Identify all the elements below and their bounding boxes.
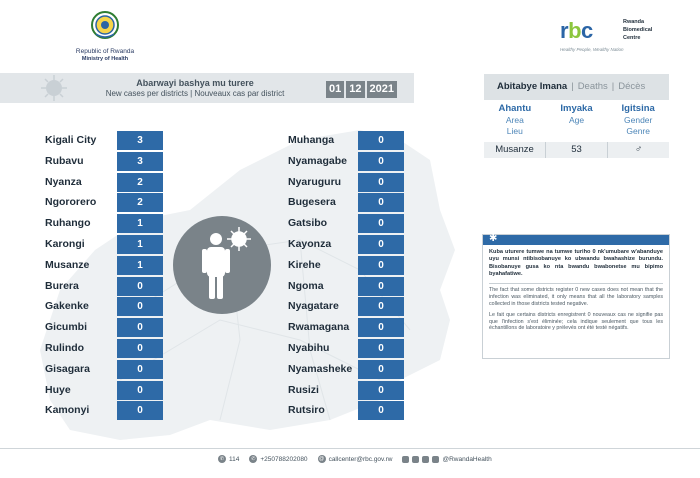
hotline: ✆ 114	[219, 455, 240, 463]
district-name: Rutsiro	[288, 404, 325, 417]
district-value: 1	[117, 256, 163, 275]
district-value: 0	[358, 277, 404, 296]
district-name: Ngororero	[45, 196, 97, 209]
whatsapp-icon: ✆	[251, 456, 256, 462]
note-english: The fact that some districts register 0 new cases does not mean that the infection was eliminated, it only means that all the laboratory samples collected in those districts tested negative.	[489, 287, 663, 307]
district-name: Rulindo	[45, 341, 85, 354]
district-name: Ngoma	[288, 279, 324, 292]
twitter-icon	[402, 456, 409, 463]
district-value: 1	[117, 214, 163, 233]
district-name: Rwamagana	[288, 321, 350, 334]
coat-of-arms-icon	[90, 10, 120, 40]
district-name: Musanze	[45, 258, 90, 271]
note-french: Le fait que certains districts enregistrent 0 nouveaux cas ne signifie pas que l'infection s'est éliminée; cela indique seulement que tous les échantillons de laboratoire y prélevés ont été testé négatifs.	[489, 311, 663, 332]
banner-subtitle: New cases per districts | Nouveaux cas par district	[105, 89, 285, 98]
deaths-columns	[484, 103, 669, 138]
email-icon: @	[319, 456, 325, 462]
facebook-icon	[412, 456, 419, 463]
district-value: 0	[358, 381, 404, 400]
deaths-row	[484, 142, 669, 158]
district-name: Nyaruguru	[288, 175, 342, 188]
note-divider	[489, 283, 663, 284]
youtube-icon	[432, 456, 439, 463]
phone-number[interactable]: ✆ +250788202080	[251, 455, 308, 463]
district-value: 0	[117, 297, 163, 316]
col-area: Ahantu Area Lieu	[498, 103, 532, 136]
asterisk-icon: ✱	[489, 233, 498, 244]
district-value: 0	[358, 235, 404, 254]
phone-icon: ✆	[219, 456, 225, 462]
district-name: Burera	[45, 279, 79, 292]
district-value: 0	[358, 131, 404, 150]
col-age: Imyaka Age	[560, 103, 593, 125]
district-value: 3	[117, 152, 163, 171]
note-kinyarwanda: Kuba uturere tumwe na tumwe turiho 0 nk'umubare w'abanduye uyu munsi ntibisobanuye ko ubwandu bwahashize burundu. Bisobanuye gusa ko nta bwandu bwabonetse mu bipimo byahafatiwe.	[489, 249, 663, 277]
district-name: Kirehe	[288, 258, 321, 271]
district-value: 1	[117, 235, 163, 254]
district-name: Huye	[45, 383, 71, 396]
deaths-header: Abitabye Imana | Deaths | Décès	[484, 74, 669, 100]
district-value: 0	[358, 256, 404, 275]
district-name: Gakenke	[45, 300, 89, 313]
district-value: 2	[117, 193, 163, 212]
male-symbol-icon: ♂	[634, 143, 643, 155]
district-name: Muhanga	[288, 134, 335, 146]
district-value: 0	[358, 173, 404, 192]
death-age: 53	[546, 142, 608, 158]
district-name: Bugesera	[288, 196, 336, 209]
district-value: 0	[358, 339, 404, 358]
district-value: 0	[358, 401, 404, 420]
rbc-tagline: Healthy People, Wealthy Nation	[560, 47, 624, 52]
district-name: Rusizi	[288, 383, 319, 396]
district-value: 0	[358, 152, 404, 171]
district-name: Nyamagabe	[288, 154, 347, 167]
district-value: 0	[358, 214, 404, 233]
gov-name: Republic of Rwanda	[75, 48, 135, 55]
date-day: 01	[326, 81, 344, 98]
note-header-bar	[483, 235, 669, 245]
district-value: 0	[117, 401, 163, 420]
rbc-wordmark: rbc	[560, 18, 593, 43]
district-name: Gisagara	[45, 362, 90, 375]
person-virus-graphic	[172, 215, 272, 315]
report-date	[326, 81, 397, 98]
rbc-logo	[560, 18, 680, 58]
district-value: 0	[358, 297, 404, 316]
footer	[218, 453, 492, 465]
banner-title: Abarwayi bashya mu turere	[136, 78, 254, 88]
district-value: 0	[117, 318, 163, 337]
district-name: Nyamasheke	[288, 362, 353, 375]
death-area: Musanze	[484, 142, 546, 158]
district-value: 0	[117, 339, 163, 358]
district-value: 0	[358, 360, 404, 379]
district-name: Nyagatare	[288, 300, 339, 313]
footer-divider	[0, 448, 700, 449]
district-value: 0	[358, 193, 404, 212]
district-name: Nyabihu	[288, 341, 330, 354]
ministry-name: Ministry of Health	[81, 55, 129, 62]
district-name: Karongi	[45, 237, 85, 250]
date-month: 12	[346, 81, 364, 98]
district-value: 0	[358, 318, 404, 337]
virus-icon	[40, 74, 68, 102]
district-name: Kamonyi	[45, 404, 90, 417]
district-name: Kayonza	[288, 237, 332, 250]
district-value: 0	[117, 381, 163, 400]
district-name: Rubavu	[45, 154, 84, 167]
district-value: 0	[117, 360, 163, 379]
col-gender: Igitsina Gender Genre	[621, 103, 655, 136]
rbc-full-name: Rwanda Biomedical Centre	[623, 19, 653, 41]
district-name: Gatsibo	[288, 217, 328, 230]
social-handle[interactable]: @RwandaHealth	[402, 456, 491, 463]
email-link[interactable]: @ callcenter@rbc.gov.rw	[319, 455, 393, 463]
district-name: Ruhango	[45, 217, 91, 230]
district-value: 3	[117, 131, 163, 150]
coat-of-arms	[40, 10, 170, 62]
date-year: 2021	[367, 81, 397, 98]
header	[0, 0, 700, 70]
district-name: Gicumbi	[45, 321, 88, 334]
district-value: 0	[117, 277, 163, 296]
disclaimer-note	[482, 234, 670, 359]
district-value: 2	[117, 173, 163, 192]
instagram-icon	[422, 456, 429, 463]
deaths-panel	[484, 74, 669, 158]
district-name: Kigali City	[45, 134, 97, 146]
district-name: Nyanza	[45, 175, 82, 188]
